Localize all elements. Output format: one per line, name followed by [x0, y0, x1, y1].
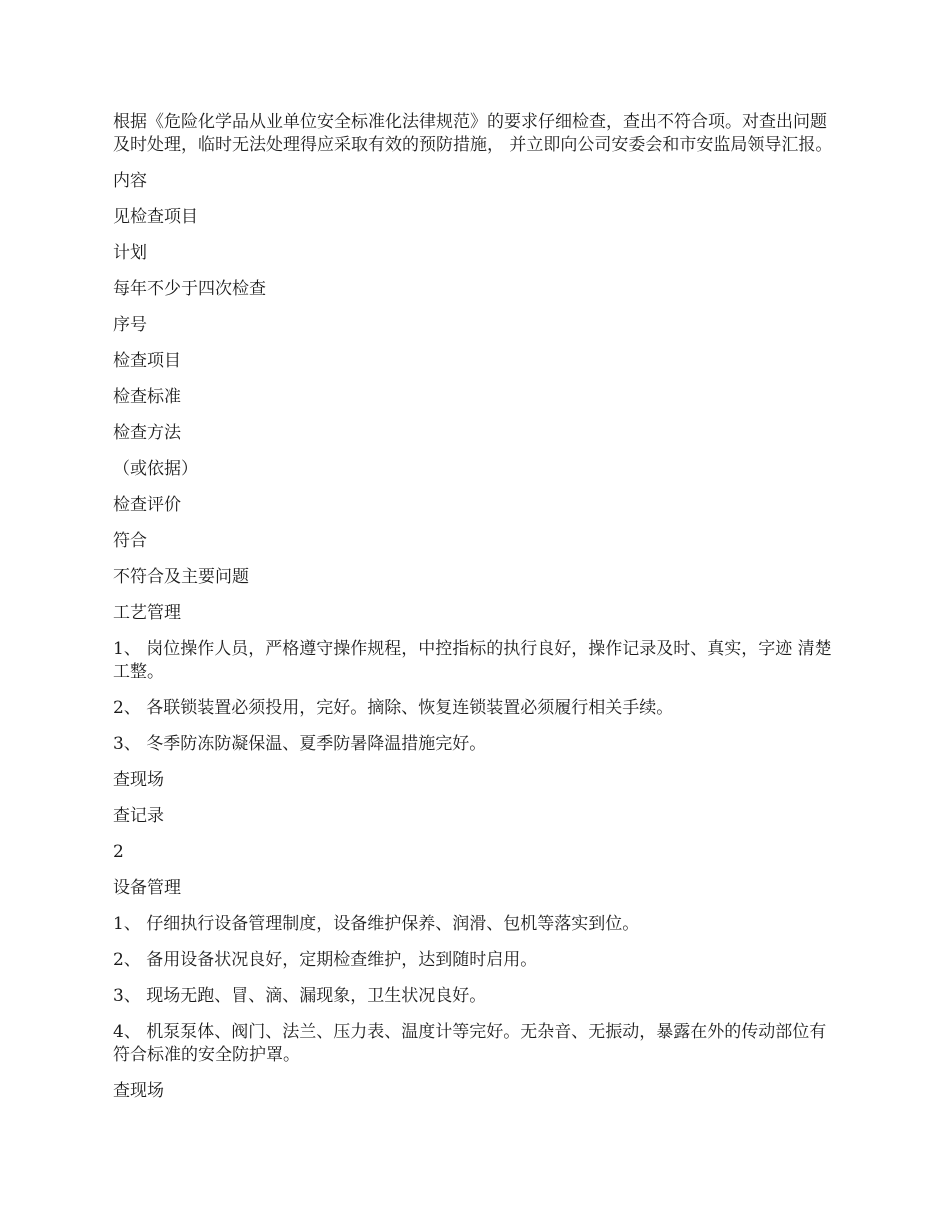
header-check-method-note: （或依据）: [113, 459, 198, 479]
plan-value: 每年不少于四次检查: [113, 279, 266, 299]
equipment-item-4: 4、 机泵泵体、阀门、法兰、压力表、温度计等完好。无杂音、无振动，暴露在外的传动部位有符合标准的安全防护罩。: [113, 1022, 827, 1065]
header-check-method: 检查方法: [113, 423, 181, 443]
header-check-standard: 检查标准: [113, 387, 181, 407]
equipment-method-site: 查现场: [113, 1081, 164, 1101]
section-equipment-management: 设备管理: [113, 878, 181, 898]
document-page: [113, 111, 841, 1116]
header-nonconforming: 不符合及主要问题: [113, 567, 249, 587]
serial-number-2: 2: [113, 842, 124, 862]
process-method-site: 查现场: [113, 770, 164, 790]
equipment-item-2: 2、 备用设备状况良好，定期检查维护，达到随时启用。: [113, 950, 538, 970]
header-serial-number: 序号: [113, 315, 147, 335]
process-item-2: 2、 各联锁装置必须投用，完好。摘除、恢复连锁装置必须履行相关手续。: [113, 698, 674, 718]
equipment-item-3: 3、 现场无跑、冒、滴、漏现象，卫生状况良好。: [113, 986, 487, 1006]
process-method-records: 查记录: [113, 806, 164, 826]
header-check-evaluation: 检查评价: [113, 495, 181, 515]
content-value: 见检查项目: [113, 207, 198, 227]
header-conforming: 符合: [113, 531, 147, 551]
header-check-item: 检查项目: [113, 351, 181, 371]
section-process-management: 工艺管理: [113, 603, 181, 623]
equipment-item-1: 1、 仔细执行设备管理制度，设备维护保养、润滑、包机等落实到位。: [113, 914, 640, 934]
process-item-3: 3、 冬季防冻防凝保温、夏季防暑降温措施完好。: [113, 734, 487, 754]
intro-paragraph: 根据《危险化学品从业单位安全标准化法律规范》的要求仔细检查，查出不符合项。对查出问题及时处理，临时无法处理得应采取有效的预防措施， 并立即向公司安委会和市安监局领导汇报。: [113, 112, 833, 155]
label-content: 内容: [113, 171, 147, 191]
label-plan: 计划: [113, 243, 147, 263]
process-item-1: 1、 岗位操作人员，严格遵守操作规程，中控指标的执行良好，操作记录及时、真实，字迹 清楚工整。: [113, 639, 832, 682]
